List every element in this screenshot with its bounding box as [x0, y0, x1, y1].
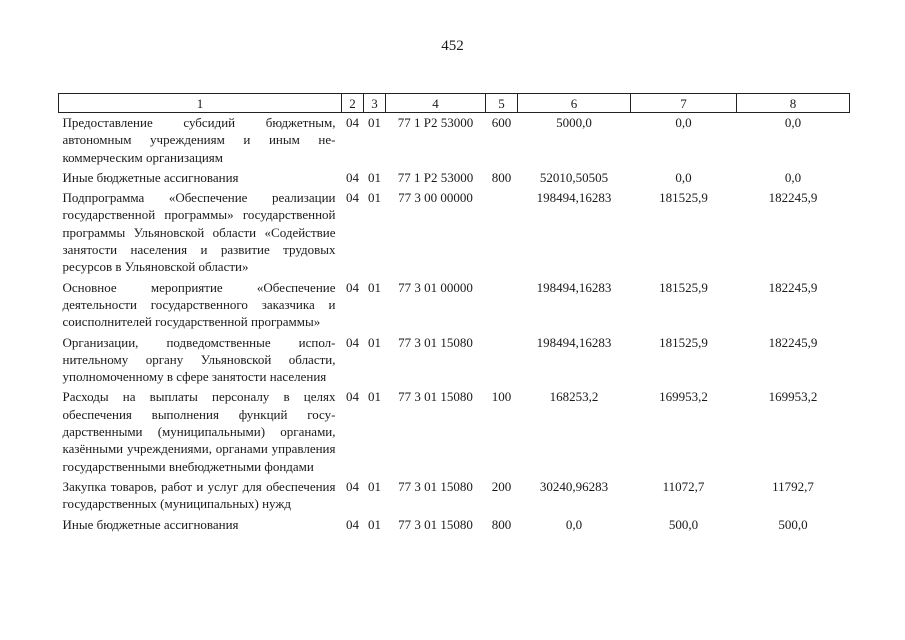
row-expense-type: 800 [491, 516, 512, 532]
row-name: Предоставление субсидий бюджетным, автономным учреждениям и иным некоммерческим организациям [62, 115, 336, 165]
row-expense-type [486, 278, 518, 333]
row-name: Основное мероприятие «Обеспечение деятельности государственного заказчика и соисполнителей государственной программы» [62, 279, 336, 330]
row-section: 04 [346, 334, 359, 350]
table-row [59, 168, 850, 188]
row-amount-3: 182245,9 [768, 279, 818, 295]
row-amount-3: 182245,9 [768, 334, 818, 350]
page-number: 452 [441, 38, 464, 54]
row-section: 04 [346, 279, 359, 295]
row-name: Организации, подведомственные исполнительному органу Ульяновской области, уполномоченному в сфере занятости населения [62, 334, 336, 385]
row-name: Расходы на выплаты персоналу в целях обеспечения выполнения функций государственными (муниципальными) органами, казёнными учреждениями, органами управления государственными внебюджетными фондами [62, 389, 336, 474]
row-amount-1: 168253,2 [549, 389, 599, 405]
table-body [59, 113, 850, 535]
row-amount-2: 0,0 [675, 169, 692, 185]
row-name: Иные бюджетные ассигнования [62, 516, 239, 532]
row-amount-1: 198494,16283 [536, 190, 612, 206]
row-section: 04 [346, 389, 359, 405]
row-expense-type [486, 333, 518, 388]
row-amount-3: 0,0 [784, 115, 802, 130]
table-header [59, 94, 850, 113]
table-row [59, 113, 850, 168]
row-expense-type [486, 188, 518, 277]
row-subsection: 01 [368, 389, 381, 405]
row-target-article: 77 1 P2 53000 [397, 115, 474, 130]
row-expense-type: 800 [491, 169, 512, 185]
row-amount-1: 52010,50505 [539, 169, 609, 185]
table-row [59, 188, 850, 277]
row-amount-1: 5000,0 [556, 115, 592, 130]
row-amount-2: 181525,9 [659, 190, 708, 206]
row-amount-2: 181525,9 [659, 334, 708, 350]
row-subsection: 01 [368, 334, 381, 350]
row-subsection: 01 [368, 516, 381, 532]
header-col-3: 3 [364, 94, 386, 113]
row-amount-1: 30240,96283 [539, 478, 609, 494]
row-amount-3: 169953,2 [768, 389, 818, 405]
row-amount-2: 11072,7 [662, 478, 705, 494]
row-subsection: 01 [368, 190, 381, 206]
row-target-article: 77 3 01 15080 [398, 478, 473, 494]
row-amount-2: 181525,9 [659, 279, 708, 295]
row-amount-1: 0,0 [565, 516, 583, 532]
row-amount-3: 500,0 [778, 516, 808, 532]
row-target-article: 77 3 01 15080 [398, 516, 473, 532]
row-target-article: 77 3 01 15080 [398, 389, 473, 405]
row-amount-2: 0,0 [675, 115, 692, 130]
row-amount-3: 0,0 [784, 169, 802, 185]
row-name: Закупка товаров, работ и услуг для обеспечения государственных (муниципальных) нужд [62, 478, 336, 512]
row-name: Иные бюджетные ассигнования [62, 169, 239, 185]
row-expense-type: 600 [491, 115, 512, 130]
header-col-4: 4 [386, 94, 486, 113]
row-amount-2: 169953,2 [659, 389, 708, 405]
row-amount-1: 198494,16283 [536, 334, 612, 350]
row-subsection: 01 [368, 478, 381, 494]
row-expense-type: 100 [491, 389, 512, 405]
header-col-5: 5 [486, 94, 518, 113]
row-target-article: 77 3 01 15080 [398, 334, 473, 350]
row-target-article: 77 1 P2 53000 [397, 169, 474, 185]
budget-table [58, 93, 850, 535]
header-col-1: 1 [59, 94, 342, 113]
row-section: 04 [346, 478, 359, 494]
row-amount-1: 198494,16283 [536, 279, 612, 295]
header-col-6: 6 [518, 94, 631, 113]
row-amount-3: 182245,9 [768, 190, 818, 206]
row-amount-2: 500,0 [668, 516, 699, 532]
row-section: 04 [346, 190, 359, 206]
row-section: 04 [346, 169, 359, 185]
table-row [59, 333, 850, 388]
row-subsection: 01 [368, 115, 381, 130]
row-section: 04 [346, 516, 359, 532]
table-row [59, 278, 850, 333]
header-row [59, 94, 850, 113]
header-col-8: 8 [737, 94, 850, 113]
row-expense-type: 200 [491, 478, 512, 494]
row-subsection: 01 [368, 279, 381, 295]
row-section: 04 [346, 115, 359, 130]
row-target-article: 77 3 00 00000 [398, 190, 473, 206]
header-col-2: 2 [342, 94, 364, 113]
row-subsection: 01 [368, 169, 381, 185]
header-col-7: 7 [631, 94, 737, 113]
row-target-article: 77 3 01 00000 [398, 279, 473, 295]
table-row [59, 515, 850, 535]
row-amount-3: 11792,7 [772, 478, 814, 494]
row-name: Подпрограмма «Обеспечение реализации государственной программы» государственной программы Ульяновской области «Содействие занятости населения и развитие трудовых ресурсов в Ульяновской области» [62, 190, 336, 275]
table-row [59, 477, 850, 515]
table-row [59, 387, 850, 476]
